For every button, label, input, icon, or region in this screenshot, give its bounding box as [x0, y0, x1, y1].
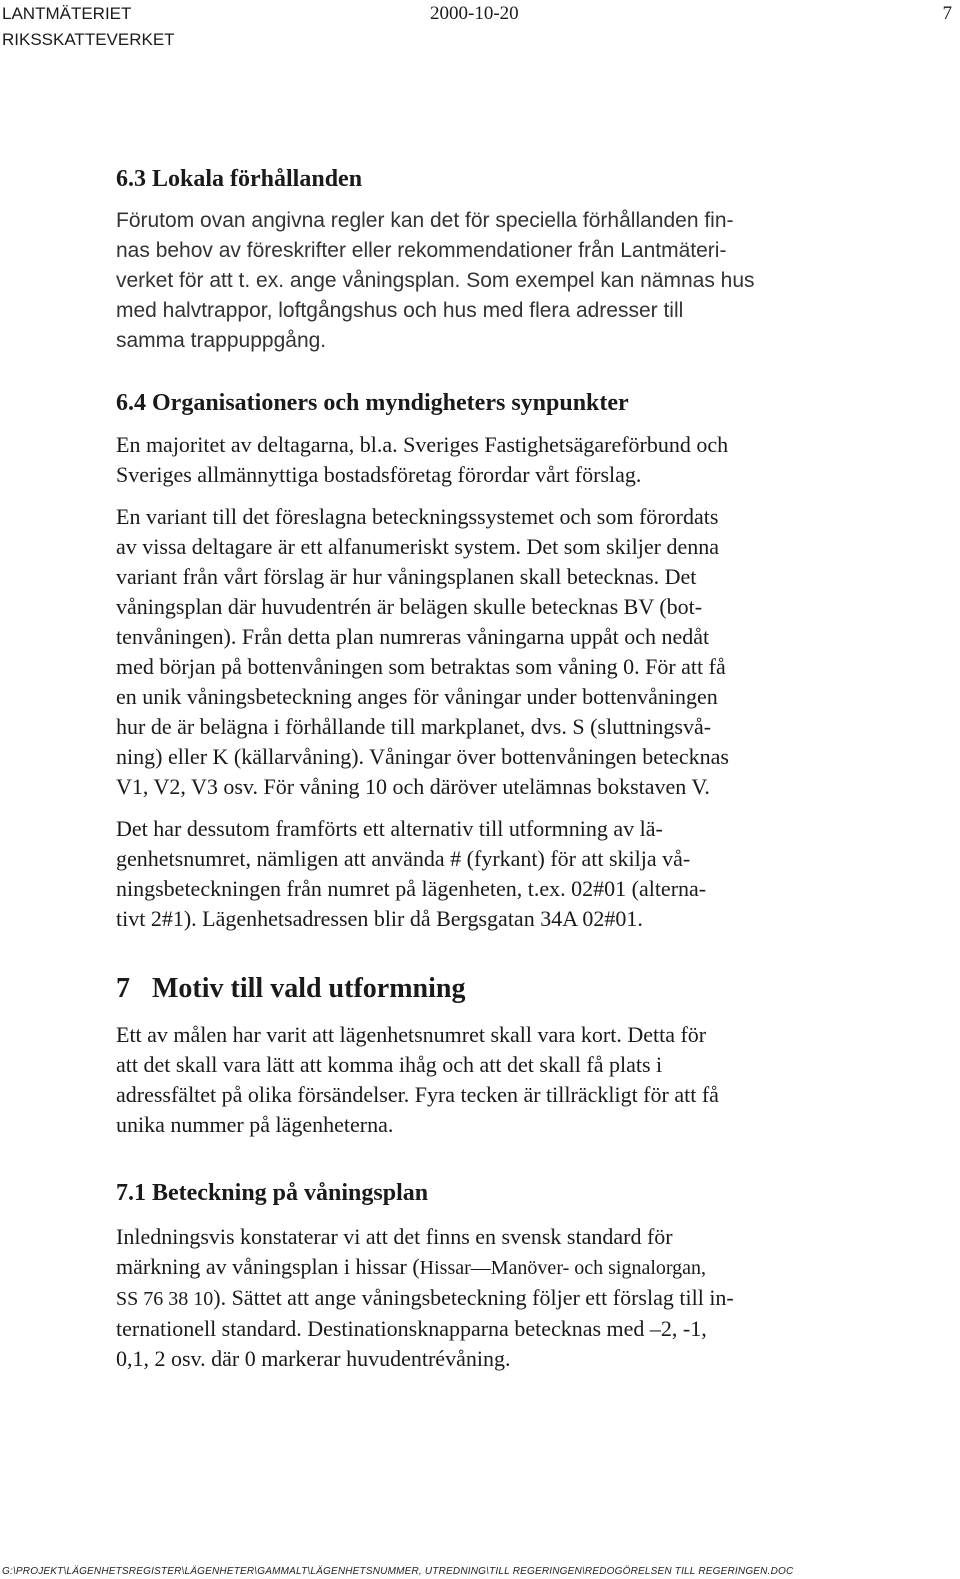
text-line: Det har dessutom framförts ett alternativ till utformning av lä-	[116, 816, 663, 841]
paragraph-6-4-3	[116, 814, 876, 934]
text-line: Ett av målen har varit att lägenhetsnumret skall vara kort. Detta för	[116, 1022, 707, 1047]
text-line: en unik våningsbeteckning anges för våningar under bottenvåningen	[116, 684, 718, 709]
text-line: verket för att t. ex. ange våningsplan. Som exempel kan nämnas hus	[116, 269, 755, 292]
text-line	[116, 1283, 876, 1314]
text-line: Förutom ovan angivna regler kan det för speciella förhållanden fin-	[116, 209, 734, 232]
paragraph-7	[116, 1020, 876, 1140]
text-line: En variant till det föreslagna beteckningssystemet och som förordats	[116, 504, 719, 529]
heading-6-3: 6.3 Lokala förhållanden	[116, 166, 363, 192]
text-line: samma trappuppgång.	[116, 329, 327, 352]
text-segment: ). Sättet att ange våningsbeteckning följer ett förslag till in-	[213, 1285, 734, 1310]
org-name-riksskatteverket: RIKSSKATTEVERKET	[2, 30, 175, 49]
text-line: att det skall vara lätt att komma ihåg och att det skall få plats i	[116, 1052, 663, 1077]
document-body	[116, 160, 876, 1374]
heading-7-1: 7.1 Beteckning på våningsplan	[116, 1180, 429, 1206]
text-line: variant från vårt förslag är hur våningsplanen skall betecknas. Det	[116, 564, 697, 589]
text-line: adressfältet på olika försändelser. Fyra tecken är tillräckligt för att få	[116, 1082, 719, 1107]
text-line: genhetsnumret, nämligen att använda # (fyrkant) för att skilja vå-	[116, 846, 691, 871]
paragraph-6-3	[116, 206, 876, 356]
text-line: 0,1, 2 osv. där 0 markerar huvudentrévåning.	[116, 1346, 511, 1371]
org-name-lantmateriet: LANTMÄTERIET	[2, 4, 132, 23]
text-segment: märkning av våningsplan i hissar (	[116, 1254, 420, 1279]
page-number: 7	[942, 3, 952, 24]
text-line: tenvåningen). Från detta plan numreras våningarna uppåt och nedåt	[116, 624, 710, 649]
standard-number: SS 76 38 10	[116, 1288, 214, 1310]
section-number: 7	[116, 973, 130, 1004]
text-line: med halvtrappor, loftgångshus och hus med flera adresser till	[116, 299, 684, 322]
text-line: Inledningsvis konstaterar vi att det finns en svensk standard för	[116, 1224, 673, 1249]
document-date: 2000-10-20	[430, 3, 519, 24]
heading-6-4: 6.4 Organisationers och myndigheters synpunkter	[116, 390, 629, 416]
text-line: V1, V2, V3 osv. För våning 10 och däröver utelämnas bokstaven V.	[116, 774, 710, 799]
section-title: Motiv till vald utformning	[152, 973, 466, 1004]
text-line: hur de är belägna i förhållande till markplanet, dvs. S (sluttningsvå-	[116, 714, 712, 739]
heading-7	[116, 972, 876, 1006]
standard-title: Hissar—Manöver- och signalorgan,	[419, 1257, 707, 1279]
text-line: nas behov av föreskrifter eller rekommendationer från Lantmäteri-	[116, 239, 727, 262]
paragraph-6-4-1	[116, 430, 876, 490]
text-line: våningsplan där huvudentrén är belägen skulle betecknas BV (bot-	[116, 594, 703, 619]
paragraph-6-4-2	[116, 502, 876, 802]
text-line: ningsbeteckningen från numret på lägenheten, t.ex. 02#01 (alterna-	[116, 876, 707, 901]
text-line	[116, 1252, 876, 1283]
paragraph-7-1	[116, 1222, 876, 1374]
text-line: ning) eller K (källarvåning). Våningar över bottenvåningen betecknas	[116, 744, 729, 769]
organization-header	[2, 1, 175, 53]
text-line: ternationell standard. Destinationsknapparna betecknas med –2, -1,	[116, 1316, 707, 1341]
text-line: Sveriges allmännyttiga bostadsföretag förordar vårt förslag.	[116, 462, 642, 487]
text-line: av vissa deltagare är ett alfanumeriskt system. Det som skiljer denna	[116, 534, 719, 559]
text-line: En majoritet av deltagarna, bl.a. Sveriges Fastighetsägareförbund och	[116, 432, 729, 457]
text-line: unika nummer på lägenheterna.	[116, 1112, 394, 1137]
text-line: tivt 2#1). Lägenhetsadressen blir då Bergsgatan 34A 02#01.	[116, 906, 643, 931]
text-line: med början på bottenvåningen som betraktas som våning 0. För att få	[116, 654, 726, 679]
file-path-footer: G:\PROJEKT\LÄGENHETSREGISTER\LÄGENHETER\GAMMALT\LÄGENHETSNUMMER, UTREDNING\TILL REGERINGEN\REDOGÖRELSEN TILL REGERINGEN.DOC	[2, 1566, 794, 1577]
